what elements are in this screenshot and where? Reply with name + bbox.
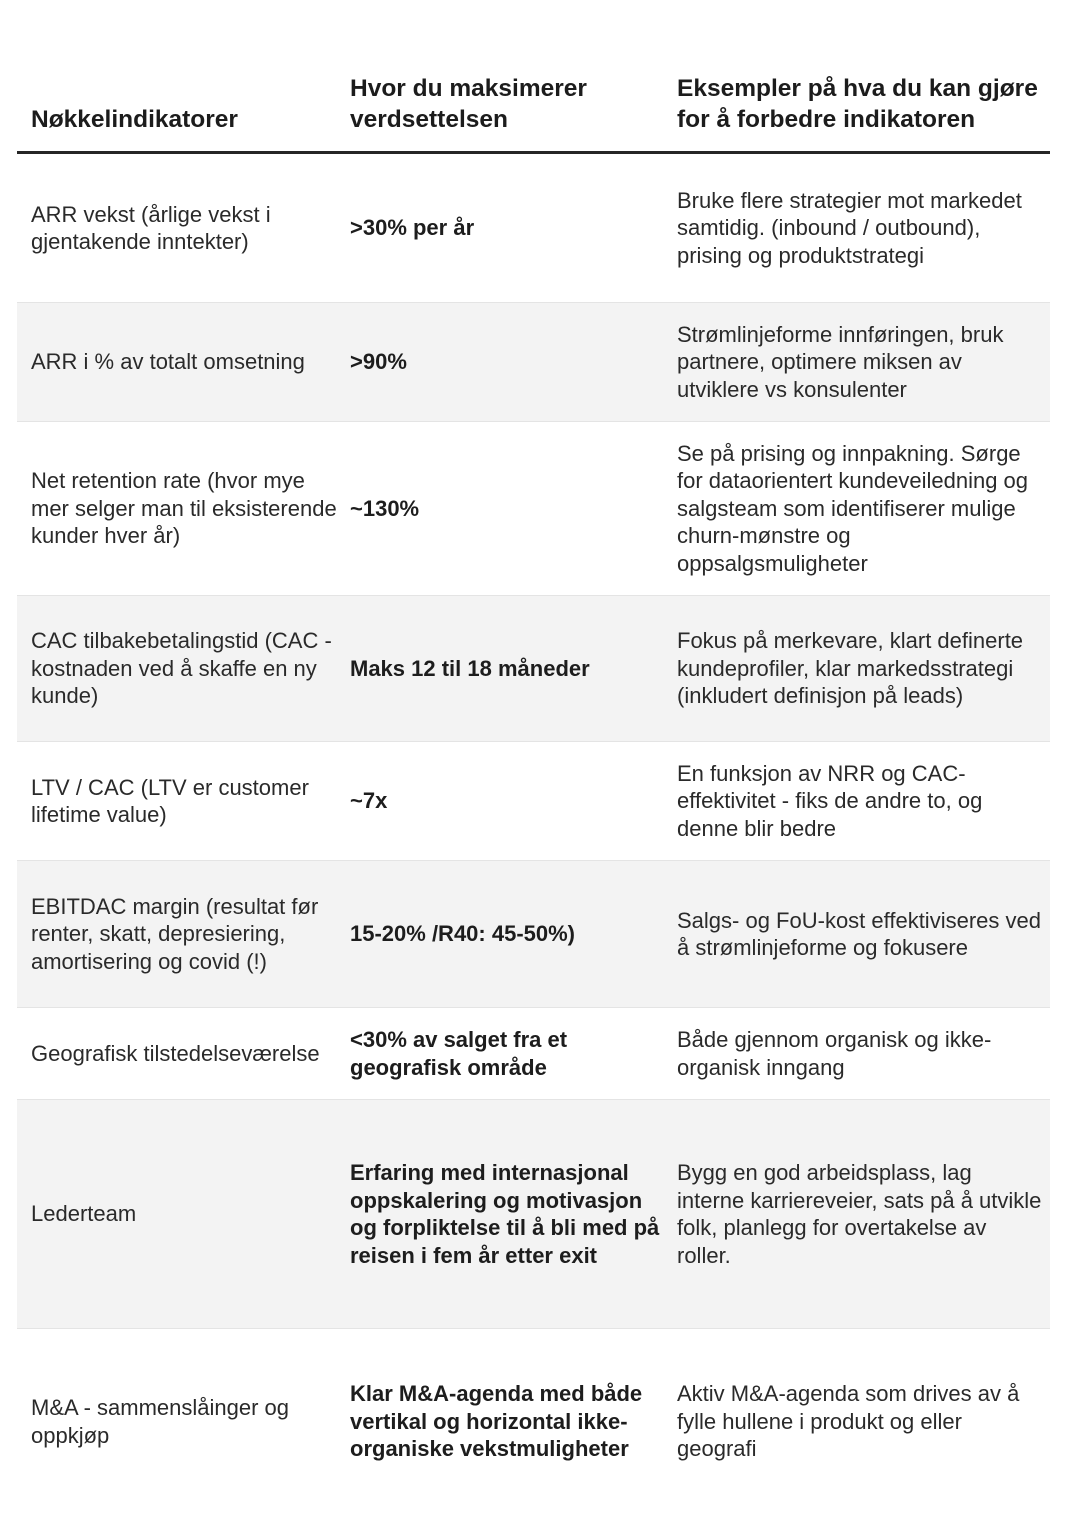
valuation-cell: Erfaring med internasjonal oppskalering og motivasjon og forpliktelse til å bli med på reisen i fem år etter exit bbox=[350, 1160, 660, 1268]
examples-cell: En funksjon av NRR og CAC-effektivitet - fiks de andre to, og denne blir bedre bbox=[677, 760, 983, 841]
table-row bbox=[17, 1100, 1050, 1329]
indicator-cell: ARR i % av totalt omsetning bbox=[31, 349, 305, 375]
table-row bbox=[17, 596, 1050, 742]
table-row bbox=[17, 742, 1050, 861]
valuation-cell: Maks 12 til 18 måneder bbox=[350, 655, 590, 681]
valuation-cell: ~130% bbox=[350, 495, 420, 521]
kpi-table bbox=[17, 0, 1050, 1514]
valuation-cell: <30% av salget fra et geografisk område bbox=[350, 1027, 568, 1080]
examples-cell: Se på prising og innpakning. Sørge for dataorientert kundeveiledning og salgsteam som identifiserer mulige churn-mønstre og oppsalgsmuligheter bbox=[677, 440, 1029, 576]
examples-cell: Bruke flere strategier mot markedet samtidig. (inbound / outbound), prising og produktstrategi bbox=[677, 187, 1022, 268]
indicator-cell: Lederteam bbox=[31, 1201, 137, 1227]
indicator-cell: M&A - sammenslåinger og oppkjøp bbox=[31, 1395, 289, 1448]
table-row bbox=[17, 422, 1050, 596]
examples-cell: Aktiv M&A-agenda som drives av å fylle hullene i produkt og eller geografi bbox=[677, 1381, 1020, 1462]
indicator-cell: LTV / CAC (LTV er customer lifetime value) bbox=[31, 774, 309, 827]
indicator-cell: ARR vekst (årlige vekst i gjentakende inntekter) bbox=[31, 201, 271, 254]
table-row bbox=[17, 303, 1050, 422]
examples-cell: Fokus på merkevare, klart definerte kundeprofiler, klar markedsstrategi (inkludert definisjon på leads) bbox=[677, 628, 1024, 709]
header-valuation: Hvor du maksimerer verdsettelsen bbox=[350, 75, 587, 133]
valuation-cell: >30% per år bbox=[350, 215, 475, 241]
header-examples: Eksempler på hva du kan gjøre for å forbedre indikatoren bbox=[677, 75, 1038, 133]
examples-cell: Salgs- og FoU-kost effektiviseres ved å strømlinjeforme og fokusere bbox=[677, 907, 1041, 960]
indicator-cell: Geografisk tilstedelseværelse bbox=[31, 1040, 320, 1066]
indicator-cell: EBITDAC margin (resultat før renter, skatt, depresiering, amortisering og covid (!) bbox=[31, 893, 319, 974]
valuation-cell: 15-20% /R40: 45-50%) bbox=[350, 921, 576, 947]
examples-cell: Strømlinjeforme innføringen, bruk partnere, optimere miksen av utviklere vs konsulenter bbox=[677, 321, 1004, 402]
examples-cell: Både gjennom organisk og ikke-organisk inngang bbox=[677, 1027, 992, 1080]
table-row bbox=[17, 1329, 1050, 1514]
indicator-cell: CAC tilbakebetalingstid (CAC - kostnaden ved å skaffe en ny kunde) bbox=[31, 628, 332, 709]
indicator-cell: Net retention rate (hvor mye mer selger man til eksisterende kunder hver år) bbox=[31, 468, 337, 549]
table-row bbox=[17, 154, 1050, 303]
examples-cell: Bygg en god arbeidsplass, lag interne karriereveier, sats på å utvikle folk, planlegg for overtakelse av roller. bbox=[677, 1160, 1042, 1268]
table-row bbox=[17, 861, 1050, 1008]
table-header bbox=[17, 0, 1050, 154]
valuation-cell: Klar M&A-agenda med både vertikal og horizontal ikke-organiske vekstmuligheter bbox=[350, 1381, 643, 1462]
valuation-cell: >90% bbox=[350, 349, 407, 375]
table-row bbox=[17, 1008, 1050, 1100]
valuation-cell: ~7x bbox=[350, 788, 388, 814]
header-indicator: Nøkkelindikatorer bbox=[31, 106, 238, 133]
